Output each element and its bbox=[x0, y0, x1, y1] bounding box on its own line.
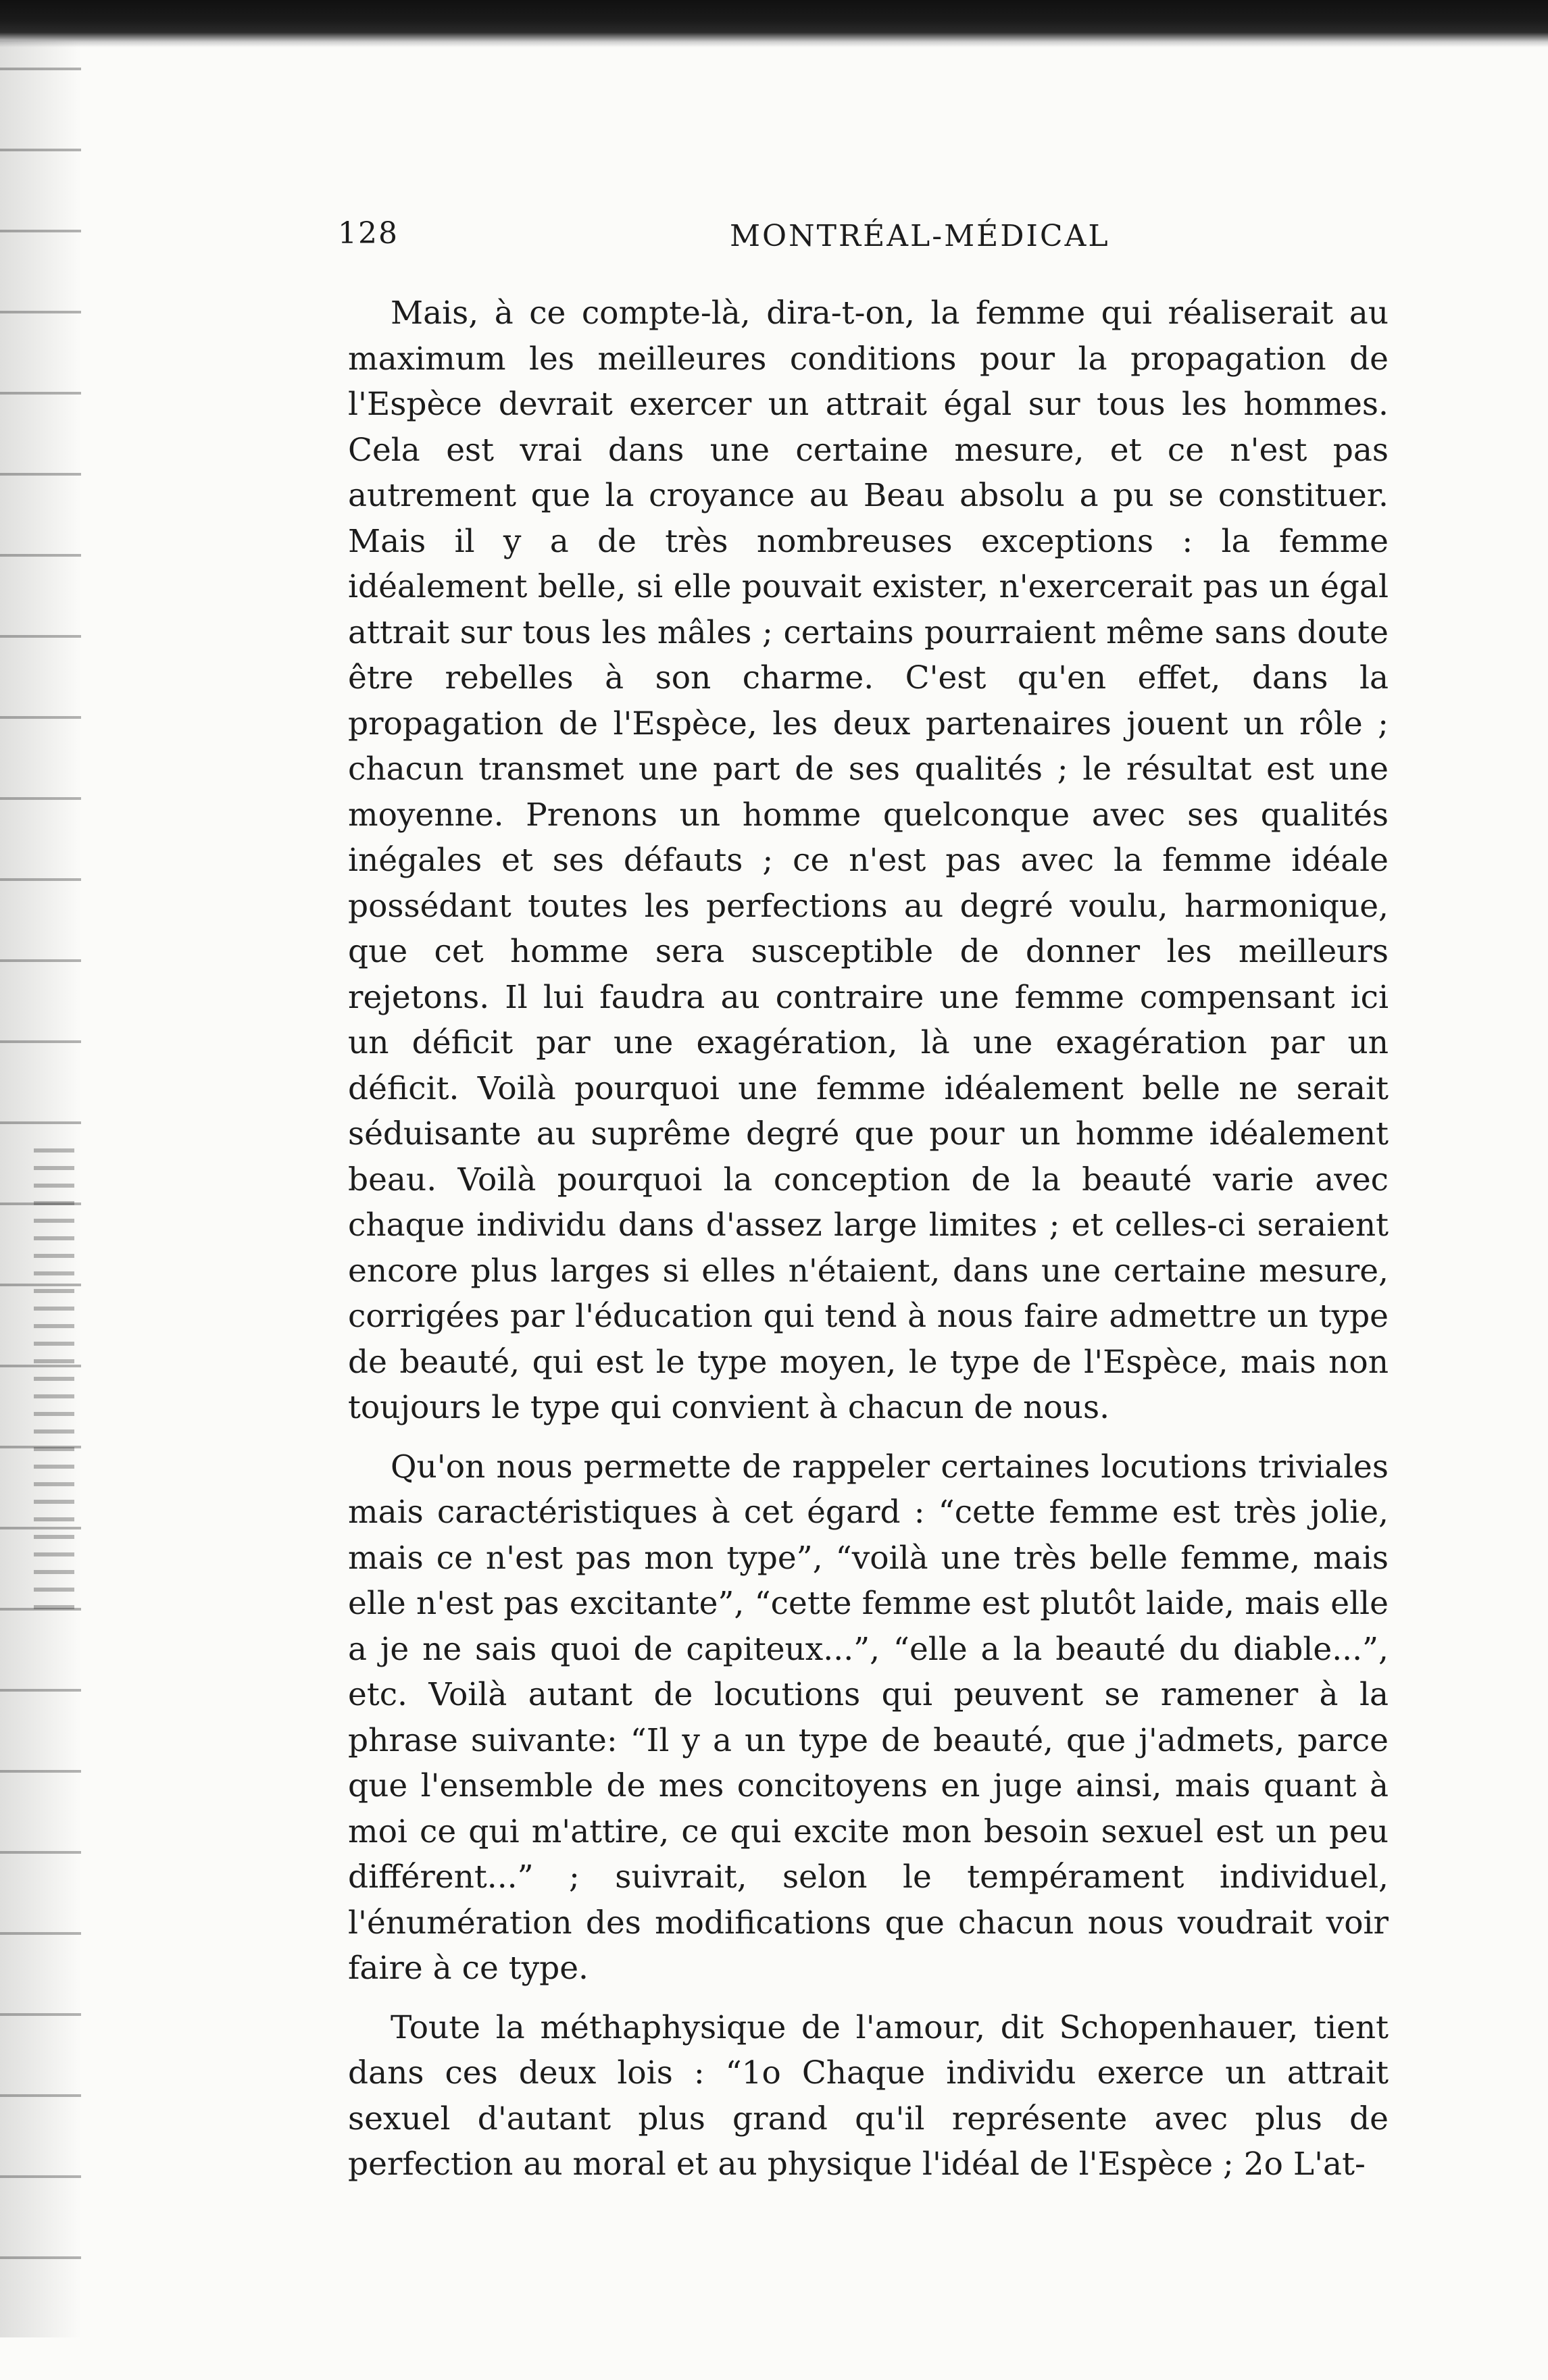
paragraph: Toute la méthaphysique de l'amour, dit Schopenhauer, tient dans ces deux lois : “1o Chaque individu exerce un attrait sexuel d'autant plus grand qu'il représente avec plus de perfection au moral et au physique l'idéal de l'Espèce ; 2o L'at- bbox=[348, 2008, 1389, 2183]
paragraph: Mais, à ce compte-là, dira-t-on, la femme qui réaliserait au maximum les meilleures conditions pour la propagation de l'Espèce devrait exercer un attrait égal sur tous les hommes. Cela est vrai dans une certaine mesure, et ce n'est pas autrement que la croyance au Beau absolu a pu se constituer. Mais il y a de très nombreuses exceptions : la femme idéalement belle, si elle pouvait exister, n'exercerait pas un égal attrait sur tous les mâles ; certains pourraient même sans doute être rebelles à son charme. C'est qu'en effet, dans la propagation de l'Espèce, les deux partenaires jouent un rôle ; chacun transmet une part de ses qualités ; le résultat est une moyenne. Prenons un homme quelconque avec ses qualités inégales et ses défauts ; ce n'est pas avec la femme idéale possédant toutes les perfections au degré voulu, harmonique, que cet homme sera susceptible de donner les meilleurs rejetons. Il lui faudra au contraire une femme compensant ici un déficit par une exagération, là une exagération par un déficit. Voilà pourquoi une femme idéalement belle ne serait séduisante au suprême degré que pour un homme idéalement beau. Voilà pourquoi la conception de la beauté varie avec chaque individu dans d'assez large limites ; et celles-ci seraient encore plus larges si elles n'étaient, dans une certaine mesure, corrigées par l'éducation qui tend à nous faire admettre un type de beauté, qui est le type moyen, le type de l'Espèce, mais non toujours le type qui convient à chacun de nous. bbox=[348, 295, 1389, 1426]
paragraph: Qu'on nous permette de rappeler certaines locutions triviales mais caractéristiques à cet égard : “cette femme est très jolie, mais ce n'est pas mon type”, “voilà une très belle femme, mais elle n'est pas excitante”, “cette femme est plutôt laide, mais elle a je ne sais quoi de capiteux...”, “elle a la beauté du diable...”, etc. Voilà autant de locutions qui peuvent se ramener à la phrase suivante: “Il y a un type de beauté, que j'admets, parce que l'ensemble de mes concitoyens en juge ainsi, mais quant à moi ce qui m'attire, ce qui excite mon besoin sexuel est un peu différent...” ; suivrait, selon le tempérament individuel, l'énumération des modifications que chacun nous voudrait voir faire à ce type. bbox=[348, 1448, 1389, 1987]
page-number: 128 bbox=[338, 216, 399, 251]
running-head: MONTRÉAL-MÉDICAL bbox=[730, 219, 1110, 253]
page-header bbox=[338, 216, 1392, 263]
body-text bbox=[348, 290, 1389, 2187]
